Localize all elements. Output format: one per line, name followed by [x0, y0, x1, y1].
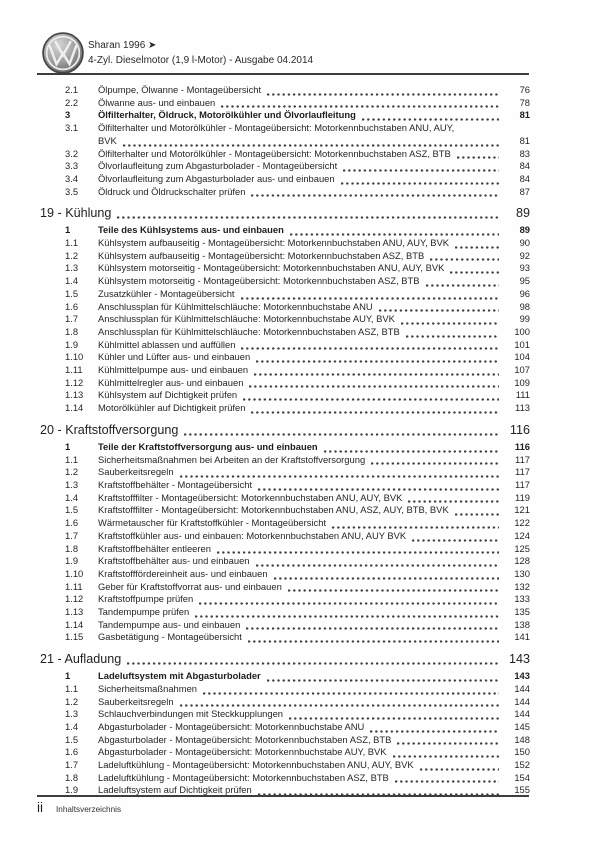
dot-leader: [412, 533, 499, 542]
toc-entry-number: 2.2: [65, 96, 79, 108]
dot-leader: [371, 456, 499, 465]
toc-entry-title: Sicherheitsmaßnahmen: [98, 682, 198, 694]
toc-entry-row: [65, 734, 530, 747]
toc-entry-row: [65, 173, 530, 186]
toc-entry-row: [65, 441, 530, 454]
toc-entry-number: 3.5: [65, 185, 79, 197]
dot-leader: [289, 711, 499, 720]
toc-entry-title: Kühlmittelregler aus- und einbauen: [98, 376, 244, 388]
toc-entry-row: [65, 631, 530, 644]
toc-entry-number: 1: [65, 440, 71, 452]
toc-entry-page: 138: [514, 618, 530, 630]
document-subtitle: 4-Zyl. Dieselmotor (1,9 l-Motor) - Ausgabe 04.2014: [88, 54, 314, 66]
toc-entry-title: Kühlsystem aufbauseitig - Montageübersicht: Motorkennbuchstaben ASZ, BTB: [98, 249, 425, 261]
toc-entry-title: Schlauchverbindungen mit Steckkupplungen: [98, 708, 284, 720]
toc-entry-title: Tandempumpe prüfen: [98, 606, 190, 618]
toc-entry-page: 76: [519, 84, 530, 95]
toc-entry-page: 81: [519, 134, 530, 146]
toc-entry-number: 1.4: [65, 491, 79, 503]
toc-entry-row: [65, 606, 530, 619]
toc-entry-number: 1.5: [65, 504, 79, 516]
toc-entry-title: Sicherheitsmaßnahmen bei Arbeiten an der Kraftstoffversorgung: [98, 453, 366, 465]
dot-leader: [117, 209, 499, 219]
footer-label: Inhaltsverzeichnis: [56, 805, 122, 814]
toc-entry-title: Kühler und Lüfter aus- und einbauen: [98, 351, 251, 363]
toc-entry-title: Ölfilterhalter und Motorölkühler - Montageübersicht: Motorkennbuchstaben ASZ, BTB: [98, 147, 451, 159]
toc-entry-number: 1.6: [65, 300, 79, 312]
toc-entry-title: Ölfilterhalter und Motorölkühler - Montageübersicht: Motorkennbuchstaben ANU, AUY,: [98, 122, 455, 134]
toc-entry-number: 1: [65, 670, 71, 682]
toc-entry-title: BVK: [98, 134, 117, 146]
toc-entry-number: 1.3: [65, 478, 79, 490]
toc-entry-number: 1.13: [65, 389, 84, 401]
toc-entry-title: Gasbetätigung - Montageübersicht: [98, 631, 242, 643]
toc-entry-number: 1.3: [65, 262, 79, 274]
dot-leader: [426, 278, 499, 287]
dot-leader: [123, 138, 499, 147]
toc-entry-row: [65, 619, 530, 632]
toc-entry-title: Kraftstofffilter - Montageübersicht: Motorkennbuchstaben ANU, AUY, BVK: [98, 491, 403, 503]
toc-entry-row: [65, 708, 530, 721]
toc-entry-page: 104: [514, 351, 530, 363]
dot-leader: [249, 379, 499, 388]
toc-entry-row: [65, 759, 530, 772]
toc-entry-row: [65, 326, 530, 339]
toc-entry-row: [65, 517, 530, 530]
dot-leader: [370, 724, 499, 733]
toc-entry-row: [65, 97, 530, 110]
toc-entry-number: 1.12: [65, 376, 84, 388]
toc-entry-page: 116: [514, 440, 530, 452]
footer-divider: [37, 795, 529, 797]
toc-entry-row: [65, 670, 530, 683]
toc-entry-number: 1.2: [65, 249, 79, 261]
toc-entry-row: [65, 313, 530, 326]
dot-leader: [324, 444, 499, 453]
toc-entry-row: [65, 186, 530, 199]
dot-leader: [203, 686, 499, 695]
toc-entry-number: 1.8: [65, 325, 79, 337]
toc-entry-row: [65, 224, 530, 237]
toc-entry-title: Kraftstofffördereinheit aus- und einbauen: [98, 567, 268, 579]
toc-entry-row: [65, 492, 530, 505]
toc-entry-page: 143: [514, 670, 530, 682]
toc-entry-page: 141: [514, 631, 530, 643]
toc-entry-page: 89: [519, 224, 530, 236]
toc-entry-title: Wärmetauscher für Kraftstoffkühler - Montageübersicht: [98, 517, 327, 529]
dot-leader: [393, 749, 499, 758]
toc-entry-title: Ladeluftsystem mit Abgasturbolader: [98, 670, 261, 682]
dot-leader: [362, 112, 499, 121]
toc-entry-page: 81: [519, 109, 530, 121]
toc-entry-number: 1.5: [65, 733, 79, 745]
toc-entry-page: 133: [514, 593, 530, 605]
toc-entry-title: Kraftstoffpumpe prüfen: [98, 593, 194, 605]
dot-leader: [430, 252, 499, 261]
toc-entry-number: 1.2: [65, 466, 79, 478]
toc-entry-row: [65, 275, 530, 288]
toc-entry-number: 1.11: [65, 580, 83, 592]
toc-entry-page: 148: [514, 733, 530, 745]
toc-entry-page: 93: [519, 262, 530, 274]
toc-entry-page: 144: [514, 695, 530, 707]
toc-entry-title: Tandempumpe aus- und einbauen: [98, 618, 241, 630]
toc-entry-row: [65, 530, 530, 543]
toc-entry-page: 87: [519, 185, 530, 197]
toc-entry-title: Teile des Kühlsystems aus- und einbauen: [98, 224, 284, 236]
dot-leader: [127, 655, 499, 665]
toc-entry-row: [65, 377, 530, 390]
toc-entry-title: Ölvorlaufleitung zum Abgasturbolader - Montageübersicht: [98, 160, 338, 172]
toc-entry-title: Ladeluftkühlung - Montageübersicht: Motorkennbuchstaben ANU, AUY, BVK: [98, 759, 414, 771]
toc-entry-title: Kraftstoffbehälter aus- und einbauen: [98, 555, 250, 567]
toc-entry-number: 3.4: [65, 172, 79, 184]
toc-entry-row: [65, 148, 530, 161]
dot-leader: [241, 291, 499, 300]
page-footer: [37, 800, 121, 815]
toc-entry-title: Zusatzkühler - Montageübersicht: [98, 287, 235, 299]
toc-entry-page: 150: [514, 746, 530, 758]
toc-chapter-row: [40, 423, 530, 438]
toc-entry-number: 1.14: [65, 402, 84, 414]
dot-leader: [420, 762, 499, 771]
toc-entry-title: Abgasturbolader - Montageübersicht: Motorkennbuchstaben ASZ, BTB: [98, 733, 392, 745]
toc-entry-number: 1: [65, 224, 71, 236]
toc-entry-number: 1.6: [65, 746, 79, 758]
toc-entry-page: 119: [515, 491, 530, 503]
toc-entry-number: 1.14: [65, 618, 84, 630]
toc-entry-row: [65, 122, 530, 135]
dot-leader: [241, 341, 499, 350]
toc-chapter-row: [40, 206, 530, 221]
toc-entry-row: [65, 84, 530, 97]
toc-entry-title: Kühlsystem motorseitig - Montageübersicht: Motorkennbuchstaben ASZ, BTB: [98, 275, 420, 287]
toc-entry-row: [65, 250, 530, 263]
dot-leader: [401, 316, 499, 325]
dot-leader: [221, 99, 499, 108]
toc-entry-title: Kühlsystem motorseitig - Montageübersicht: Motorkennbuchstaben ANU, AUY, BVK: [98, 262, 445, 274]
toc-entry-number: 1.12: [65, 593, 84, 605]
toc-entry-number: 1.1: [65, 453, 79, 465]
toc-entry-page: 107: [514, 364, 530, 376]
toc-entry-number: 3: [65, 109, 71, 121]
vw-logo-icon: [42, 32, 84, 74]
header-divider: [37, 73, 529, 75]
toc-entry-number: 1.10: [65, 567, 84, 579]
toc-entry-page: 125: [514, 542, 530, 554]
toc-entry-row: [65, 479, 530, 492]
toc-entry-row: [65, 262, 530, 275]
toc-entry-page: 101: [514, 338, 530, 350]
toc-entry-number: 1.9: [65, 784, 79, 796]
toc-entry-page: 155: [514, 784, 530, 796]
toc-entry-title: Sauberkeitsregeln: [98, 695, 174, 707]
toc-entry-page: 144: [514, 682, 530, 694]
toc: [40, 84, 530, 797]
dot-leader: [455, 240, 499, 249]
toc-entry-page: 95: [519, 275, 530, 287]
toc-entry-row: [65, 683, 530, 696]
toc-entry-row: [65, 721, 530, 734]
dot-leader: [457, 150, 499, 159]
dot-leader: [251, 188, 499, 197]
toc-entry-number: 1.13: [65, 606, 84, 618]
toc-entry-title: Ladeluftsystem auf Dichtigkeit prüfen: [98, 784, 252, 796]
toc-entry-row: [65, 135, 530, 148]
dot-leader: [267, 87, 499, 96]
toc-chapter-label: 19 - Kühlung: [40, 206, 112, 221]
dot-leader: [450, 265, 499, 274]
toc-entry-title: Anschlussplan für Kühlmittelschläuche: Motorkennbuchstaben ASZ, BTB: [98, 325, 400, 337]
toc-entry-page: 84: [519, 172, 530, 184]
toc-entry-row: [65, 581, 530, 594]
toc-entry-number: 1.8: [65, 771, 79, 783]
toc-entry-page: 83: [519, 147, 530, 159]
toc-entry-page: 130: [514, 567, 530, 579]
toc-entry-page: 121: [514, 504, 530, 516]
toc-entry-row: [65, 351, 530, 364]
dot-leader: [395, 774, 499, 783]
toc-entry-title: Öldruck und Öldruckschalter prüfen: [98, 185, 246, 197]
toc-chapter-page: 116: [509, 422, 530, 437]
toc-entry-page: 122: [514, 517, 530, 529]
toc-entry-page: 132: [514, 580, 530, 592]
dot-leader: [243, 392, 499, 401]
toc-entry-title: Kühlsystem auf Dichtigkeit prüfen: [98, 389, 238, 401]
toc-entry-page: 111: [515, 389, 530, 401]
dot-leader: [288, 583, 499, 592]
toc-entry-page: 109: [514, 376, 530, 388]
toc-entry-title: Motorölkühler auf Dichtigkeit prüfen: [98, 402, 246, 414]
dot-leader: [397, 736, 499, 745]
toc-entry-title: Anschlussplan für Kühlmittelschläuche: Motorkennbuchstabe AUY, BVK: [98, 313, 395, 325]
toc-entry-row: [65, 109, 530, 122]
toc-entry-title: Abgasturbolader - Montageübersicht: Motorkennbuchstabe AUY, BVK: [98, 746, 387, 758]
toc-entry-page: 124: [514, 529, 530, 541]
toc-entry-page: 100: [514, 325, 530, 337]
toc-entry-number: 1.9: [65, 338, 79, 350]
toc-chapter-row: [40, 652, 530, 667]
dot-leader: [184, 426, 499, 436]
toc-entry-row: [65, 568, 530, 581]
toc-entry-page: 154: [514, 771, 530, 783]
toc-entry-title: Sauberkeitsregeln: [98, 466, 174, 478]
dot-leader: [455, 507, 499, 516]
toc-entry-title: Kraftstoffbehälter entleeren: [98, 542, 211, 554]
toc-entry-number: 1.6: [65, 517, 79, 529]
toc-entry-number: 1.5: [65, 287, 79, 299]
toc-entry-page: 84: [519, 160, 530, 172]
toc-entry-page: 135: [514, 606, 530, 618]
toc-entry-row: [65, 237, 530, 250]
dot-leader: [180, 698, 499, 707]
toc-entry-title: Kühlsystem aufbauseitig - Montageübersicht: Motorkennbuchstaben ANU, AUY, BVK: [98, 237, 450, 249]
dot-leader: [408, 494, 499, 503]
toc-entry-number: 1.4: [65, 720, 79, 732]
toc-entry-title: Abgasturbolader - Montageübersicht: Motorkennbuchstabe ANU: [98, 720, 365, 732]
dot-leader: [180, 469, 499, 478]
toc-entry-title: Teile der Kraftstoffversorgung aus- und einbauen: [98, 440, 318, 452]
toc-entry-row: [65, 288, 530, 301]
toc-entry-row: [65, 339, 530, 352]
toc-entry-row: [65, 454, 530, 467]
toc-entry-title: Kühlmittel ablassen und auffüllen: [98, 338, 236, 350]
toc-entry-number: 3.3: [65, 160, 79, 172]
toc-entry-row: [65, 772, 530, 785]
toc-entry-row: [65, 389, 530, 402]
toc-chapter-label: 21 - Aufladung: [40, 652, 122, 667]
toc-entry-row: [65, 555, 530, 568]
toc-entry-row: [65, 301, 530, 314]
toc-entry-title: Ölfilterhalter, Öldruck, Motorölkühler und Ölvorlaufleitung: [98, 109, 356, 121]
toc-entry-number: 1.7: [65, 529, 79, 541]
dot-leader: [258, 482, 499, 491]
toc-entry-title: Ladeluftkühlung - Montageübersicht: Motorkennbuchstaben ASZ, BTB: [98, 771, 389, 783]
toc-entry-number: 1.4: [65, 275, 79, 287]
toc-entry-page: 90: [519, 237, 530, 249]
toc-entry-number: 1.11: [65, 364, 83, 376]
toc-entry-page: 145: [514, 720, 530, 732]
dot-leader: [251, 405, 499, 414]
toc-chapter-page: 143: [508, 652, 530, 667]
toc-entry-title: Kraftstoffkühler aus- und einbauen: Motorkennbuchstaben ANU, AUY BVK: [98, 529, 407, 541]
toc-entry-page: 152: [514, 759, 530, 771]
dot-leader: [274, 571, 499, 580]
toc-entry-row: [65, 364, 530, 377]
dot-leader: [379, 303, 499, 312]
dot-leader: [246, 621, 499, 630]
toc-entry-title: Ölwanne aus- und einbauen: [98, 96, 216, 108]
toc-entry-row: [65, 543, 530, 556]
toc-entry-title: Geber für Kraftstoffvorrat aus- und einbauen: [98, 580, 282, 592]
dot-leader: [256, 354, 499, 363]
toc-entry-title: Anschlussplan für Kühlmittelschläuche: Motorkennbuchstabe ANU: [98, 300, 373, 312]
toc-entry-title: Ölpumpe, Ölwanne - Montageübersicht: [98, 84, 262, 95]
toc-entry-title: Ölvorlaufleitung zum Abgasturbolader aus- und einbauen: [98, 172, 335, 184]
dot-leader: [341, 176, 499, 185]
dot-leader: [248, 634, 499, 643]
toc-entry-row: [65, 160, 530, 173]
document-header: [88, 39, 313, 68]
toc-entry-page: 98: [519, 300, 530, 312]
toc-entry-number: 1.8: [65, 542, 79, 554]
toc-entry-number: 2.1: [65, 84, 79, 95]
dot-leader: [343, 163, 499, 172]
toc-entry-number: 1.15: [65, 631, 84, 643]
dot-leader: [254, 367, 499, 376]
toc-entry-row: [65, 402, 530, 415]
dot-leader: [195, 609, 499, 618]
toc-entry-title: Kraftstoffbehälter - Montageübersicht: [98, 478, 253, 490]
toc-entry-number: 3.2: [65, 147, 79, 159]
toc-entry-row: [65, 593, 530, 606]
dot-leader: [406, 329, 499, 338]
toc-entry-title: Kühlmittelpumpe aus- und einbauen: [98, 364, 249, 376]
toc-entry-row: [65, 466, 530, 479]
toc-entry-page: 113: [515, 402, 530, 414]
toc-entry-number: 1.3: [65, 708, 79, 720]
toc-entry-row: [65, 696, 530, 709]
toc-entry-number: 1.2: [65, 695, 79, 707]
toc-entry-number: 1.1: [65, 237, 79, 249]
dot-leader: [267, 673, 499, 682]
toc-entry-title: Kraftstofffilter - Montageübersicht: Motorkennbuchstaben ANU, ASZ, AUY, BTB, BVK: [98, 504, 449, 516]
toc-entry-number: 1.7: [65, 759, 79, 771]
toc-entry-page: 99: [519, 313, 530, 325]
toc-entry-page: 117: [515, 453, 530, 465]
toc-entry-page: 117: [515, 466, 530, 478]
dot-leader: [256, 558, 500, 567]
toc-entry-page: 144: [514, 708, 530, 720]
toc-entry-page: 78: [519, 96, 530, 108]
dot-leader: [290, 227, 499, 236]
toc-entry-row: [65, 504, 530, 517]
toc-chapter-page: 89: [515, 206, 530, 221]
toc-chapter-label: 20 - Kraftstoffversorgung: [40, 422, 179, 437]
model-line: Sharan 1996 ➤: [88, 40, 157, 51]
toc-entry-page: 92: [519, 249, 530, 261]
dot-leader: [217, 545, 499, 554]
folio-page-number: ii: [37, 800, 43, 815]
dot-leader: [199, 596, 499, 605]
toc-entry-number: 1.1: [65, 682, 79, 694]
toc-entry-page: 128: [514, 555, 530, 567]
dot-leader: [332, 520, 499, 529]
toc-entry-row: [65, 746, 530, 759]
toc-entry-number: 1.10: [65, 351, 84, 363]
toc-entry-page: 96: [519, 287, 530, 299]
toc-entry-page: 117: [515, 478, 530, 490]
toc-entry-number: 1.7: [65, 313, 79, 325]
toc-entry-number: 1.9: [65, 555, 79, 567]
toc-entry-number: 3.1: [65, 122, 79, 134]
